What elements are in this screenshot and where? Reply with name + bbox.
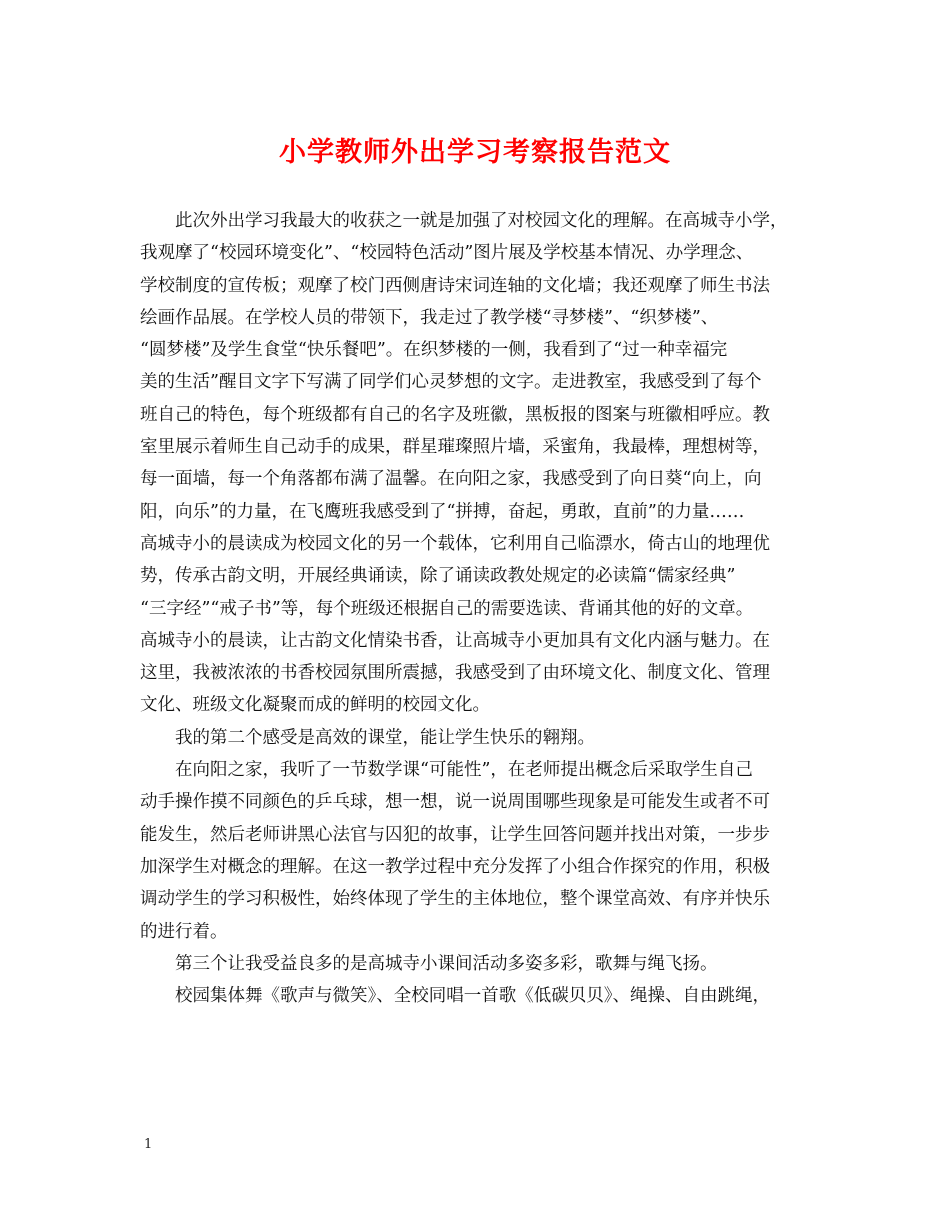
text-line: 室里展示着师生自己动手的成果，群星璀璨照片墙，采蜜角，我最棒，理想树等，	[140, 437, 770, 458]
text-line: 我观摩了“校园环境变化”、“校园特色活动”图片展及学校基本情况、办学理念、	[140, 243, 754, 264]
text-line: 阳，向乐”的力量，在飞鹰班我感受到了“拼搏，奋起，勇敢，直前”的力量……	[140, 501, 745, 522]
text-line: 势，传承古韵文明，开展经典诵读，除了诵读政教处规定的必读篇“儒家经典”	[140, 566, 736, 587]
text-line: 动手操作摸不同颜色的乒乓球，想一想，说一说周围哪些现象是可能发生或者不可	[140, 792, 770, 813]
text-line: 的进行着。	[140, 921, 228, 942]
page-number: 1	[144, 1137, 153, 1152]
text-line: 每一面墙，每一个角落都布满了温馨。在向阳之家，我感受到了向日葵“向上，向	[140, 469, 762, 490]
text-line: 校园集体舞《歌声与微笑》、全校同唱一首歌《低碳贝贝》、绳操、自由跳绳，	[175, 986, 770, 1007]
text-line: 绘画作品展。在学校人员的带领下，我走过了教学楼“寻梦楼”、“织梦楼”、	[140, 307, 719, 328]
text-line: 我的第二个感受是高效的课堂，能让学生快乐的翱翔。	[175, 727, 595, 748]
text-line: 这里，我被浓浓的书香校园氛围所震撼，我感受到了由环境文化、制度文化、管理	[140, 663, 770, 684]
text-line: 高城寺小的晨读，让古韵文化情染书香，让高城寺小更加具有文化内涵与魅力。在	[140, 630, 770, 651]
text-line: 能发生，然后老师讲黑心法官与囚犯的故事，让学生回答问题并找出对策，一步步	[140, 824, 770, 845]
text-line: 学校制度的宣传板；观摩了校门西侧唐诗宋词连轴的文化墙；我还观摩了师生书法	[140, 275, 770, 296]
text-line: 美的生活”醒目文字下写满了同学们心灵梦想的文字。走进教室，我感受到了每个	[140, 372, 762, 393]
text-line: 班自己的特色，每个班级都有自己的名字及班徽，黑板报的图案与班徽相呼应。教	[140, 404, 770, 425]
text-line: 加深学生对概念的理解。在这一教学过程中充分发挥了小组合作探究的作用，积极	[140, 856, 770, 877]
document-title: 小学教师外出学习考察报告范文	[279, 137, 671, 168]
text-line: 此次外出学习我最大的收获之一就是加强了对校园文化的理解。在高城寺小学，	[175, 211, 788, 231]
text-line: “三字经”“戒子书”等，每个班级还根据自己的需要选读、背诵其他的好的文章。	[140, 598, 754, 619]
text-line: 高城寺小的晨读成为校园文化的另一个载体，它利用自己临漂水，倚古山的地理优	[140, 533, 770, 554]
document-body	[140, 205, 815, 1012]
text-line: 调动学生的学习积极性，始终体现了学生的主体地位，整个课堂高效、有序并快乐	[140, 889, 770, 910]
text-line: 文化、班级文化凝聚而成的鲜明的校园文化。	[140, 695, 490, 716]
text-line: 在向阳之家，我听了一节数学课“可能性”，在老师提出概念后采取学生自己	[175, 760, 753, 781]
text-line: “圆梦楼”及学生食堂“快乐餐吧”。在织梦楼的一侧，我看到了“过一种幸福完	[140, 340, 728, 361]
text-line: 第三个让我受益良多的是高城寺小课间活动多姿多彩，歌舞与绳飞扬。	[175, 953, 718, 974]
